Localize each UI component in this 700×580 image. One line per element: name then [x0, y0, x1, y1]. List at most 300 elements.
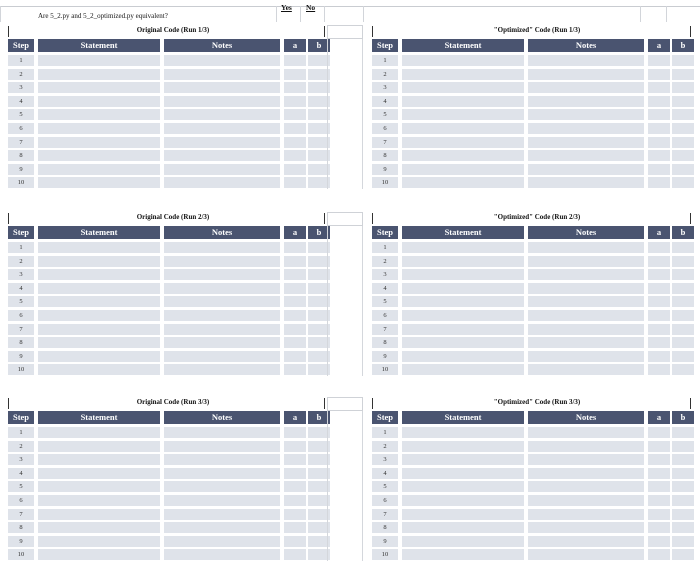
- a-cell[interactable]: [648, 441, 670, 452]
- notes-cell[interactable]: [528, 441, 644, 452]
- table-row: [372, 109, 700, 120]
- notes-cell[interactable]: [528, 283, 644, 294]
- statement-cell[interactable]: [38, 283, 160, 294]
- table-left-marker: [8, 398, 9, 409]
- notes-header: Notes: [164, 226, 280, 239]
- notes-cell[interactable]: [528, 536, 644, 547]
- notes-cell[interactable]: [528, 454, 644, 465]
- step-number: 1: [8, 55, 34, 66]
- a-cell[interactable]: [284, 364, 306, 375]
- run-table: [372, 211, 700, 376]
- b-cell[interactable]: [672, 364, 694, 375]
- b-cell[interactable]: [672, 441, 694, 452]
- statement-cell[interactable]: [402, 337, 524, 348]
- a-cell[interactable]: [284, 324, 306, 335]
- step-number: 10: [372, 177, 398, 188]
- table-row: [372, 454, 700, 465]
- table-row: [8, 137, 338, 148]
- b-cell[interactable]: [672, 55, 694, 66]
- b-cell[interactable]: [672, 123, 694, 134]
- b-cell[interactable]: [672, 481, 694, 492]
- notes-cell[interactable]: [528, 269, 644, 280]
- statement-cell[interactable]: [38, 351, 160, 362]
- step-number: 4: [8, 468, 34, 479]
- step-header: Step: [8, 39, 34, 52]
- notes-cell[interactable]: [528, 427, 644, 438]
- statement-cell[interactable]: [38, 96, 160, 107]
- b-cell[interactable]: [672, 256, 694, 267]
- b-cell[interactable]: [672, 468, 694, 479]
- a-cell[interactable]: [648, 509, 670, 520]
- a-cell[interactable]: [648, 454, 670, 465]
- statement-cell[interactable]: [38, 324, 160, 335]
- table-row: [8, 164, 338, 175]
- notes-cell[interactable]: [164, 82, 280, 93]
- statement-cell[interactable]: [38, 441, 160, 452]
- notes-cell[interactable]: [528, 549, 644, 560]
- b-cell[interactable]: [672, 509, 694, 520]
- table-row: [372, 522, 700, 533]
- table-row: [8, 296, 338, 307]
- table-row: [372, 441, 700, 452]
- b-cell[interactable]: [672, 82, 694, 93]
- statement-cell[interactable]: [402, 364, 524, 375]
- b-cell[interactable]: [672, 269, 694, 280]
- step-number: 7: [8, 137, 34, 148]
- no-label[interactable]: No: [306, 3, 316, 12]
- notes-cell[interactable]: [528, 364, 644, 375]
- statement-cell[interactable]: [38, 296, 160, 307]
- table-row: [8, 283, 338, 294]
- table-row: [8, 364, 338, 375]
- table-row: [8, 109, 338, 120]
- step-number: 1: [8, 242, 34, 253]
- statement-cell[interactable]: [402, 256, 524, 267]
- statement-cell[interactable]: [38, 69, 160, 80]
- statement-cell[interactable]: [38, 454, 160, 465]
- b-cell[interactable]: [672, 427, 694, 438]
- a-cell[interactable]: [648, 522, 670, 533]
- notes-cell[interactable]: [164, 242, 280, 253]
- notes-cell[interactable]: [528, 242, 644, 253]
- b-cell[interactable]: [672, 522, 694, 533]
- statement-cell[interactable]: [38, 427, 160, 438]
- a-cell[interactable]: [648, 69, 670, 80]
- statement-cell[interactable]: [38, 549, 160, 560]
- a-header: a: [648, 411, 670, 424]
- table-row: [372, 150, 700, 161]
- a-cell[interactable]: [284, 296, 306, 307]
- a-cell[interactable]: [284, 351, 306, 362]
- notes-cell[interactable]: [528, 55, 644, 66]
- statement-cell[interactable]: [402, 150, 524, 161]
- notes-cell[interactable]: [164, 69, 280, 80]
- table-right-marker: [324, 26, 325, 37]
- step-number: 9: [8, 164, 34, 175]
- statement-cell[interactable]: [402, 351, 524, 362]
- statement-cell[interactable]: [402, 549, 524, 560]
- a-cell[interactable]: [648, 82, 670, 93]
- statement-cell[interactable]: [38, 522, 160, 533]
- b-cell[interactable]: [672, 69, 694, 80]
- notes-cell[interactable]: [164, 549, 280, 560]
- b-cell[interactable]: [672, 242, 694, 253]
- statement-cell[interactable]: [38, 509, 160, 520]
- b-cell[interactable]: [672, 109, 694, 120]
- step-number: 10: [372, 549, 398, 560]
- b-cell[interactable]: [672, 495, 694, 506]
- statement-cell[interactable]: [402, 82, 524, 93]
- a-header: a: [648, 39, 670, 52]
- statement-cell[interactable]: [38, 164, 160, 175]
- statement-cell[interactable]: [38, 137, 160, 148]
- table-row: [8, 96, 338, 107]
- b-cell[interactable]: [672, 164, 694, 175]
- a-cell[interactable]: [284, 69, 306, 80]
- notes-cell[interactable]: [164, 310, 280, 321]
- notes-cell[interactable]: [164, 536, 280, 547]
- notes-cell[interactable]: [528, 495, 644, 506]
- a-cell[interactable]: [648, 256, 670, 267]
- statement-cell[interactable]: [38, 242, 160, 253]
- a-cell[interactable]: [284, 509, 306, 520]
- notes-cell[interactable]: [528, 123, 644, 134]
- statement-header: Statement: [38, 39, 160, 52]
- notes-cell[interactable]: [528, 96, 644, 107]
- b-cell[interactable]: [672, 536, 694, 547]
- step-number: 9: [372, 164, 398, 175]
- a-cell[interactable]: [648, 351, 670, 362]
- notes-cell[interactable]: [164, 137, 280, 148]
- statement-header: Statement: [402, 39, 524, 52]
- notes-cell[interactable]: [528, 256, 644, 267]
- table-row: [8, 55, 338, 66]
- b-cell[interactable]: [672, 150, 694, 161]
- step-number: 10: [8, 177, 34, 188]
- notes-cell[interactable]: [164, 364, 280, 375]
- table-row: [372, 96, 700, 107]
- a-cell[interactable]: [648, 164, 670, 175]
- run-table: [8, 24, 338, 189]
- notes-cell[interactable]: [528, 137, 644, 148]
- table-row: [372, 427, 700, 438]
- notes-cell[interactable]: [528, 468, 644, 479]
- a-cell[interactable]: [284, 337, 306, 348]
- notes-cell[interactable]: [164, 150, 280, 161]
- step-number: 9: [372, 351, 398, 362]
- statement-cell[interactable]: [402, 522, 524, 533]
- a-cell[interactable]: [648, 283, 670, 294]
- a-cell[interactable]: [648, 310, 670, 321]
- notes-cell[interactable]: [528, 296, 644, 307]
- notes-cell[interactable]: [528, 509, 644, 520]
- table-row: [8, 337, 338, 348]
- b-cell[interactable]: [672, 549, 694, 560]
- table-row: [372, 82, 700, 93]
- notes-cell[interactable]: [164, 454, 280, 465]
- notes-cell[interactable]: [528, 522, 644, 533]
- table-right-marker: [324, 398, 325, 409]
- a-cell[interactable]: [648, 296, 670, 307]
- b-cell[interactable]: [672, 337, 694, 348]
- notes-cell[interactable]: [528, 351, 644, 362]
- notes-cell[interactable]: [164, 269, 280, 280]
- b-cell[interactable]: [672, 296, 694, 307]
- run-table: [372, 24, 700, 189]
- a-cell[interactable]: [648, 364, 670, 375]
- statement-cell[interactable]: [38, 495, 160, 506]
- a-cell[interactable]: [648, 468, 670, 479]
- step-header: Step: [8, 226, 34, 239]
- statement-cell[interactable]: [38, 536, 160, 547]
- step-header: Step: [372, 226, 398, 239]
- statement-cell[interactable]: [402, 164, 524, 175]
- step-number: 1: [372, 242, 398, 253]
- a-cell[interactable]: [648, 481, 670, 492]
- statement-cell[interactable]: [402, 495, 524, 506]
- statement-cell[interactable]: [402, 468, 524, 479]
- statement-cell[interactable]: [402, 454, 524, 465]
- notes-cell[interactable]: [164, 522, 280, 533]
- statement-cell[interactable]: [402, 55, 524, 66]
- statement-cell[interactable]: [402, 324, 524, 335]
- statement-cell[interactable]: [402, 441, 524, 452]
- a-cell[interactable]: [648, 96, 670, 107]
- a-cell[interactable]: [648, 177, 670, 188]
- step-number: 4: [372, 283, 398, 294]
- a-cell[interactable]: [284, 164, 306, 175]
- step-number: 3: [8, 82, 34, 93]
- a-cell[interactable]: [284, 454, 306, 465]
- notes-cell[interactable]: [164, 164, 280, 175]
- table-row: [372, 310, 700, 321]
- table-row: [372, 269, 700, 280]
- a-cell[interactable]: [648, 549, 670, 560]
- notes-cell[interactable]: [528, 481, 644, 492]
- a-cell[interactable]: [284, 123, 306, 134]
- a-cell[interactable]: [648, 137, 670, 148]
- table-right-marker: [690, 26, 691, 37]
- statement-cell[interactable]: [402, 536, 524, 547]
- top-cell: [0, 6, 37, 22]
- a-cell[interactable]: [284, 150, 306, 161]
- b-cell[interactable]: [672, 137, 694, 148]
- b-cell[interactable]: [672, 283, 694, 294]
- notes-cell[interactable]: [164, 256, 280, 267]
- statement-cell[interactable]: [38, 468, 160, 479]
- table-row: [8, 351, 338, 362]
- statement-cell[interactable]: [38, 256, 160, 267]
- a-cell[interactable]: [284, 441, 306, 452]
- b-cell[interactable]: [672, 454, 694, 465]
- a-cell[interactable]: [284, 82, 306, 93]
- step-number: 3: [8, 269, 34, 280]
- notes-cell[interactable]: [164, 296, 280, 307]
- separator-cell: [327, 212, 363, 226]
- a-cell[interactable]: [648, 324, 670, 335]
- statement-cell[interactable]: [38, 310, 160, 321]
- table-row: [372, 242, 700, 253]
- step-number: 5: [372, 109, 398, 120]
- notes-cell[interactable]: [528, 177, 644, 188]
- notes-cell[interactable]: [528, 150, 644, 161]
- step-number: 2: [8, 256, 34, 267]
- notes-cell[interactable]: [164, 351, 280, 362]
- step-number: 4: [372, 468, 398, 479]
- statement-cell[interactable]: [402, 269, 524, 280]
- step-number: 3: [372, 454, 398, 465]
- statement-cell[interactable]: [402, 283, 524, 294]
- notes-cell[interactable]: [164, 509, 280, 520]
- notes-cell[interactable]: [164, 55, 280, 66]
- header-row: [372, 226, 700, 239]
- a-cell[interactable]: [284, 55, 306, 66]
- statement-cell[interactable]: [402, 69, 524, 80]
- step-number: 10: [372, 364, 398, 375]
- notes-cell[interactable]: [528, 310, 644, 321]
- b-header: b: [672, 226, 694, 239]
- statement-cell[interactable]: [402, 123, 524, 134]
- notes-cell[interactable]: [164, 468, 280, 479]
- notes-cell[interactable]: [164, 324, 280, 335]
- a-cell[interactable]: [648, 109, 670, 120]
- a-cell[interactable]: [284, 109, 306, 120]
- step-number: 3: [372, 82, 398, 93]
- equivalence-question: Are 5_2.py and 5_2_optimized.py equivalent?: [38, 12, 168, 20]
- notes-cell[interactable]: [164, 427, 280, 438]
- statement-cell[interactable]: [38, 150, 160, 161]
- a-cell[interactable]: [648, 495, 670, 506]
- statement-cell[interactable]: [402, 177, 524, 188]
- b-cell[interactable]: [672, 96, 694, 107]
- a-cell[interactable]: [648, 242, 670, 253]
- a-cell[interactable]: [648, 269, 670, 280]
- step-number: 3: [8, 454, 34, 465]
- a-cell[interactable]: [284, 242, 306, 253]
- b-cell[interactable]: [672, 310, 694, 321]
- header-row: [372, 411, 700, 424]
- statement-cell[interactable]: [402, 137, 524, 148]
- a-cell[interactable]: [648, 55, 670, 66]
- step-number: 7: [8, 324, 34, 335]
- step-number: 9: [8, 536, 34, 547]
- b-cell[interactable]: [672, 351, 694, 362]
- table-left-marker: [372, 213, 373, 224]
- statement-cell[interactable]: [402, 296, 524, 307]
- b-cell[interactable]: [672, 177, 694, 188]
- notes-cell[interactable]: [528, 324, 644, 335]
- a-cell[interactable]: [284, 536, 306, 547]
- a-cell[interactable]: [284, 481, 306, 492]
- top-cell: [666, 6, 700, 22]
- a-cell[interactable]: [284, 96, 306, 107]
- table-row: [372, 137, 700, 148]
- a-cell[interactable]: [284, 269, 306, 280]
- a-cell[interactable]: [284, 310, 306, 321]
- statement-cell[interactable]: [402, 427, 524, 438]
- a-cell[interactable]: [648, 150, 670, 161]
- notes-cell[interactable]: [528, 337, 644, 348]
- notes-cell[interactable]: [528, 164, 644, 175]
- notes-cell[interactable]: [164, 441, 280, 452]
- notes-cell[interactable]: [528, 82, 644, 93]
- statement-cell[interactable]: [402, 509, 524, 520]
- a-cell[interactable]: [284, 427, 306, 438]
- a-cell[interactable]: [648, 337, 670, 348]
- statement-cell[interactable]: [38, 337, 160, 348]
- a-cell[interactable]: [284, 549, 306, 560]
- notes-header: Notes: [164, 39, 280, 52]
- statement-cell[interactable]: [402, 481, 524, 492]
- a-cell[interactable]: [648, 536, 670, 547]
- a-cell[interactable]: [284, 468, 306, 479]
- a-cell[interactable]: [648, 427, 670, 438]
- notes-cell[interactable]: [164, 283, 280, 294]
- statement-cell[interactable]: [402, 109, 524, 120]
- notes-cell[interactable]: [528, 69, 644, 80]
- step-header: Step: [372, 411, 398, 424]
- step-number: 6: [8, 495, 34, 506]
- statement-cell[interactable]: [38, 82, 160, 93]
- table-row: [372, 468, 700, 479]
- notes-cell[interactable]: [164, 96, 280, 107]
- statement-header: Statement: [38, 226, 160, 239]
- step-number: 5: [372, 296, 398, 307]
- step-number: 7: [372, 509, 398, 520]
- table-title: "Optimized" Code (Run 1/3): [493, 26, 581, 34]
- notes-cell[interactable]: [164, 109, 280, 120]
- a-header: a: [284, 226, 306, 239]
- table-row: [8, 256, 338, 267]
- statement-cell[interactable]: [38, 481, 160, 492]
- a-cell[interactable]: [284, 177, 306, 188]
- a-cell[interactable]: [284, 137, 306, 148]
- statement-cell[interactable]: [402, 96, 524, 107]
- a-cell[interactable]: [648, 123, 670, 134]
- statement-cell[interactable]: [38, 177, 160, 188]
- a-cell[interactable]: [284, 495, 306, 506]
- statement-cell[interactable]: [38, 55, 160, 66]
- statement-cell[interactable]: [38, 109, 160, 120]
- statement-cell[interactable]: [38, 364, 160, 375]
- notes-cell[interactable]: [164, 177, 280, 188]
- step-number: 2: [372, 69, 398, 80]
- a-header: a: [284, 39, 306, 52]
- notes-cell[interactable]: [164, 123, 280, 134]
- a-cell[interactable]: [284, 522, 306, 533]
- step-number: 2: [372, 256, 398, 267]
- statement-cell[interactable]: [38, 269, 160, 280]
- step-number: 3: [372, 269, 398, 280]
- step-number: 1: [8, 427, 34, 438]
- notes-cell[interactable]: [164, 481, 280, 492]
- statement-cell[interactable]: [402, 310, 524, 321]
- table-left-marker: [8, 213, 9, 224]
- a-cell[interactable]: [284, 283, 306, 294]
- table-right-marker: [690, 398, 691, 409]
- statement-cell[interactable]: [38, 123, 160, 134]
- b-cell[interactable]: [672, 324, 694, 335]
- step-number: 5: [8, 481, 34, 492]
- notes-cell[interactable]: [528, 109, 644, 120]
- table-row: [372, 324, 700, 335]
- table-row: [8, 427, 338, 438]
- statement-cell[interactable]: [402, 242, 524, 253]
- notes-cell[interactable]: [164, 495, 280, 506]
- a-cell[interactable]: [284, 256, 306, 267]
- yes-label[interactable]: Yes: [281, 3, 292, 12]
- notes-cell[interactable]: [164, 337, 280, 348]
